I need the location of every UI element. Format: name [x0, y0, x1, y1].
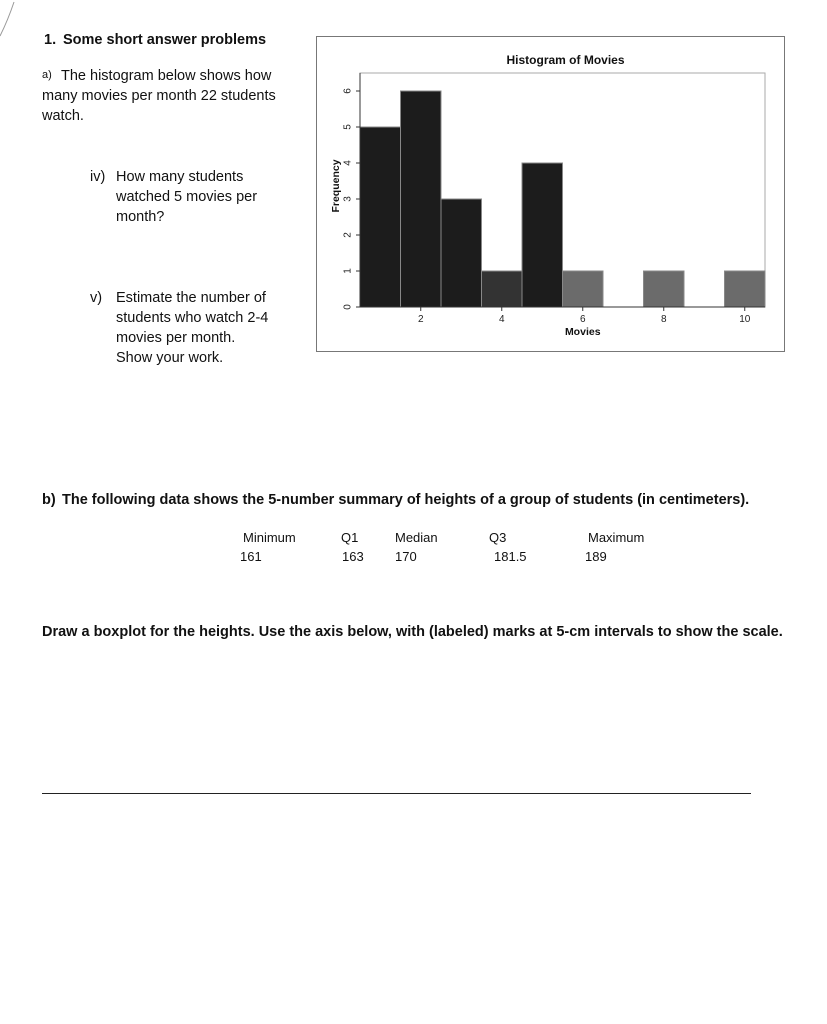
histogram-chart [316, 36, 785, 352]
summary-max-value: 189 [585, 549, 607, 564]
question-title: Some short answer problems [63, 32, 267, 48]
y-tick-label-2: 2 [342, 232, 354, 238]
histogram-bar-2 [401, 91, 442, 307]
boxplot-instruction: Draw a boxplot for the heights. Use the axis below, with (labeled) marks at 5-cm intervals to show the scale. [42, 624, 783, 640]
x-axis-label: Movies [564, 326, 601, 338]
y-tick-label-5: 5 [342, 124, 354, 130]
boxplot-axis-line [42, 793, 751, 794]
histogram-bar-8 [644, 271, 685, 307]
x-tick-label-10: 10 [739, 314, 751, 325]
question-number: 1. [44, 32, 57, 48]
question-v-label: v) [90, 290, 103, 306]
part-b-text: The following data shows the 5-number summary of heights of a group of students (in centimeters). [62, 492, 750, 508]
x-tick-label-2: 2 [417, 314, 424, 325]
summary-q1-name: Q1 [341, 530, 359, 545]
y-axis-label: Frequency [330, 159, 342, 213]
histogram-svg [317, 37, 786, 353]
summary-median-value: 170 [395, 549, 417, 564]
histogram-bar-6 [563, 271, 604, 307]
x-tick-label-6: 6 [579, 314, 586, 325]
part-a-text-line-2: many movies per month 22 students [42, 88, 276, 104]
histogram-bar-1 [360, 127, 401, 307]
part-a-text-line-3: watch. [42, 108, 84, 124]
summary-median-name: Median [395, 530, 438, 545]
summary-min-name: Minimum [243, 530, 296, 545]
summary-q3-name: Q3 [489, 530, 507, 545]
x-tick-label-8: 8 [660, 314, 667, 325]
question-iv-line-2: watched 5 movies per [116, 189, 258, 205]
histogram-bar-3 [441, 199, 482, 307]
x-tick-label-4: 4 [498, 314, 505, 325]
part-a-text-line-1: The histogram below shows how [61, 68, 272, 84]
summary-q3-value: 181.5 [494, 549, 527, 564]
y-tick-label-1: 1 [342, 268, 354, 274]
y-tick-label-3: 3 [342, 196, 354, 202]
part-a-label: a) [42, 69, 52, 81]
summary-q1-value: 163 [342, 549, 364, 564]
question-iv-line-1: How many students [116, 169, 244, 185]
y-tick-label-4: 4 [342, 160, 354, 166]
histogram-bar-4 [482, 271, 523, 307]
summary-max-name: Maximum [588, 530, 645, 545]
histogram-bar-10 [725, 271, 766, 307]
part-b-label: b) [42, 492, 56, 508]
corner-mark [0, 0, 40, 40]
question-iv-line-3: month? [116, 209, 165, 225]
question-v-line-3: movies per month. [116, 330, 236, 346]
chart-title: Histogram of Movies [506, 53, 625, 67]
summary-min-value: 161 [240, 549, 262, 564]
question-v-line-2: students who watch 2-4 [116, 310, 269, 326]
question-v-line-1: Estimate the number of [116, 290, 266, 306]
y-tick-label-6: 6 [342, 88, 354, 94]
question-v-line-4: Show your work. [116, 350, 224, 366]
question-iv-label: iv) [90, 169, 106, 185]
y-tick-label-0: 0 [342, 304, 354, 310]
histogram-bar-5 [522, 163, 563, 307]
